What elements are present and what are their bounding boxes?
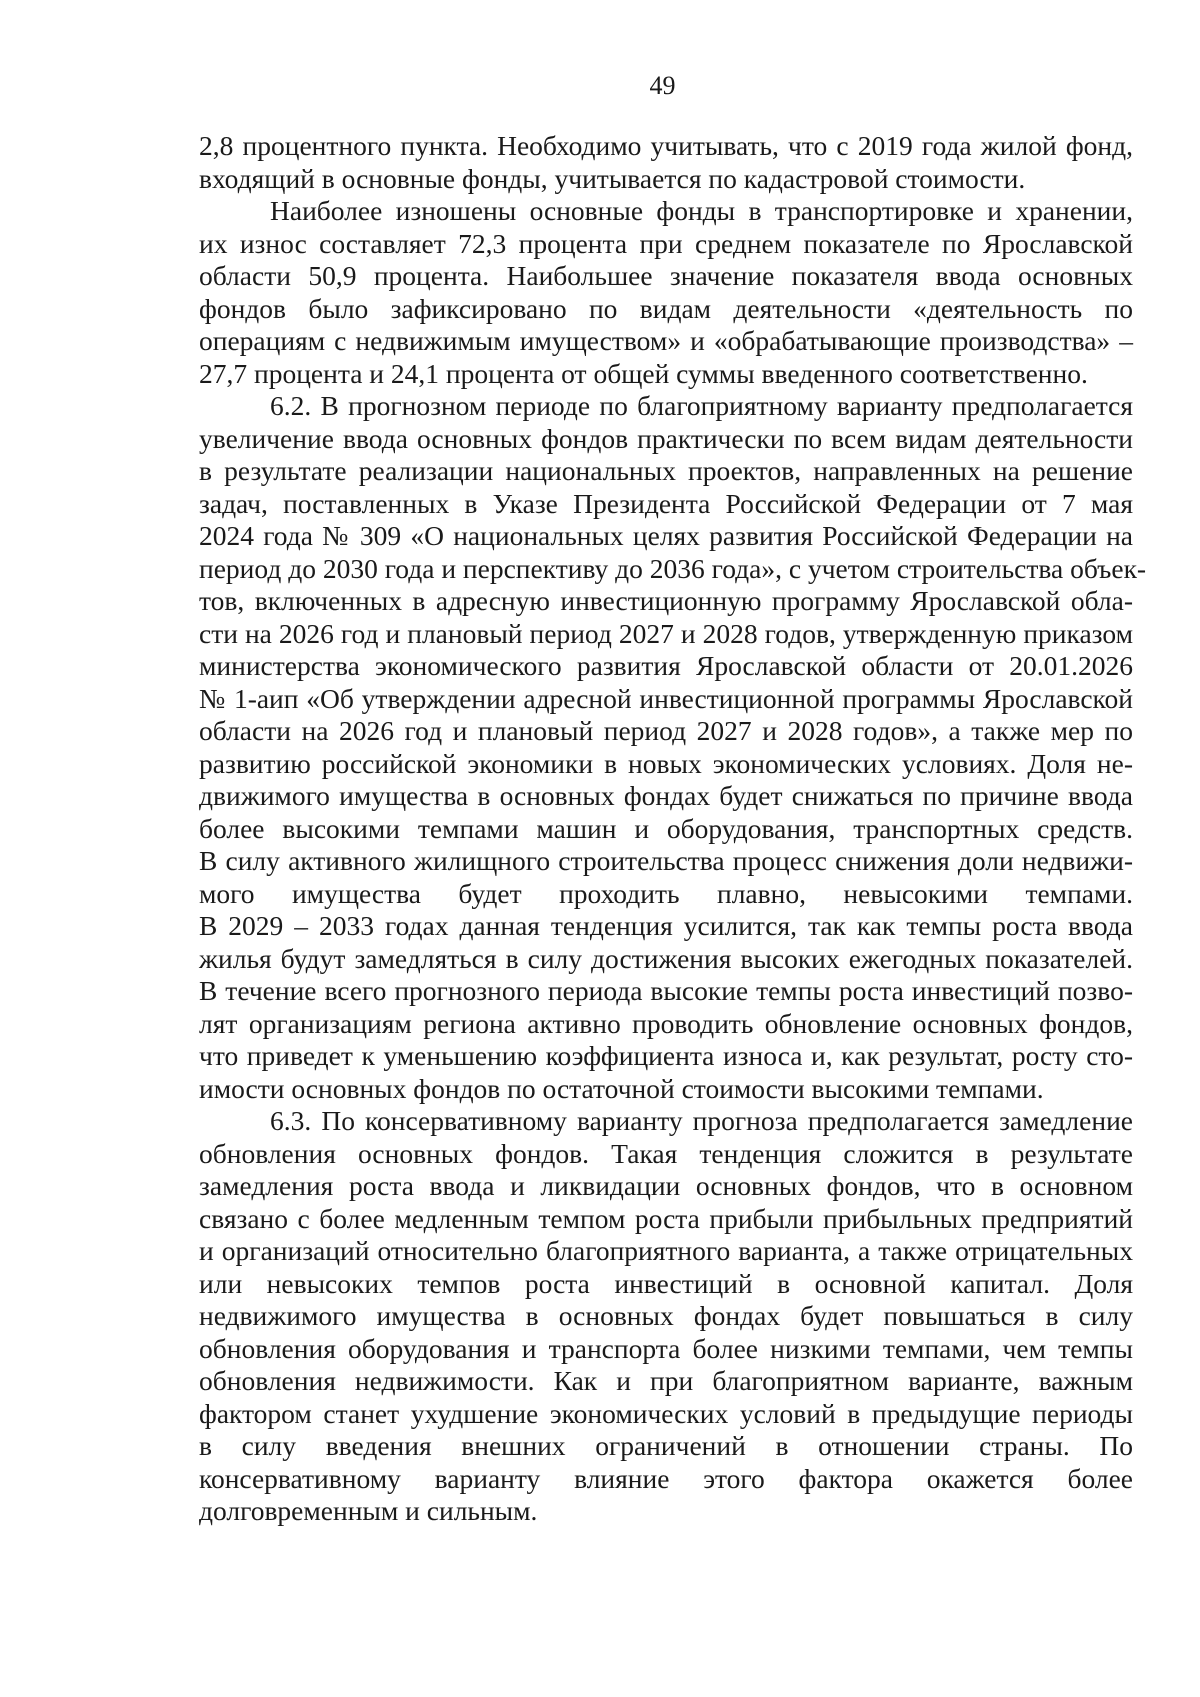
text-line: № 1-аип «Об утверждении адресной инвестиционной программы Ярославской bbox=[199, 682, 1133, 714]
text-line: 6.3. По консервативному варианту прогноза предполагается замедление bbox=[270, 1105, 1133, 1136]
paragraph bbox=[199, 195, 1133, 390]
text-line: развитию российской экономики в новых экономических условиях. Доля не- bbox=[199, 747, 1133, 779]
text-line: что приведет к уменьшению коэффициента износа и, как результат, росту сто- bbox=[199, 1040, 1133, 1071]
text-line: задач, поставленных в Указе Президента Российской Федерации от 7 мая bbox=[199, 487, 1133, 519]
text-line: министерства экономического развития Ярославской области от 20.01.2026 bbox=[199, 650, 1133, 681]
text-line: лят организациям региона активно проводить обновление основных фондов, bbox=[199, 1007, 1133, 1039]
text-line: мого имущества будет проходить плавно, невысокими темпами. bbox=[199, 877, 1133, 909]
text-line: операциям с недвижимым имуществом» и «обрабатывающие производства» – bbox=[199, 325, 1133, 356]
text-line: в результате реализации национальных проектов, направленных на решение bbox=[199, 455, 1133, 486]
text-line: в силу введения внешних ограничений в отношении страны. По bbox=[199, 1430, 1133, 1461]
text-line: связано с более медленным темпом роста прибыли прибыльных предприятий bbox=[199, 1202, 1133, 1234]
text-line: фондов было зафиксировано по видам деятельности «деятельность по bbox=[199, 292, 1133, 324]
text-line: 27,7 процента и 24,1 процента от общей суммы введенного соответственно. bbox=[199, 357, 1088, 389]
text-line: 2024 года № 309 «О национальных целях развития Российской Федерации на bbox=[199, 520, 1133, 551]
text-line: 6.2. В прогнозном периоде по благоприятному варианту предполагается bbox=[270, 390, 1133, 421]
text-line: замедления роста ввода и ликвидации основных фондов, что в основном bbox=[199, 1170, 1133, 1201]
text-line: области 50,9 процента. Наибольшее значение показателя ввода основных bbox=[199, 260, 1133, 291]
text-line: недвижимого имущества в основных фондах будет повышаться в силу bbox=[199, 1300, 1133, 1331]
text-line: 2,8 процентного пункта. Необходимо учитывать, что с 2019 года жилой фонд, bbox=[199, 130, 1133, 161]
text-line: период до 2030 года и перспективу до 2036 года», с учетом строительства объек- bbox=[199, 552, 1147, 584]
paragraph bbox=[199, 130, 1133, 195]
document-body bbox=[199, 130, 1147, 1528]
text-line: фактором станет ухудшение экономических условий в предыдущие периоды bbox=[199, 1397, 1133, 1429]
text-line: обновления недвижимости. Как и при благоприятном варианте, важным bbox=[199, 1365, 1133, 1396]
text-line: и организаций относительно благоприятного варианта, а также отрицательных bbox=[199, 1235, 1133, 1266]
text-line: В 2029 – 2033 годах данная тенденция усилится, так как темпы роста ввода bbox=[199, 910, 1133, 941]
text-line: В течение всего прогнозного периода высокие темпы роста инвестиций позво- bbox=[199, 975, 1133, 1006]
text-line: входящий в основные фонды, учитывается по кадастровой стоимости. bbox=[199, 162, 1026, 194]
text-line: жилья будут замедляться в силу достижения высоких ежегодных показателей. bbox=[199, 942, 1133, 974]
text-line: тов, включенных в адресную инвестиционную программу Ярославской обла- bbox=[199, 585, 1133, 616]
text-line: консервативному варианту влияние этого фактора окажется более bbox=[199, 1462, 1133, 1494]
text-line: их износ составляет 72,3 процента при среднем показателе по Ярославской bbox=[199, 227, 1133, 259]
text-line: обновления оборудования и транспорта более низкими темпами, чем темпы bbox=[199, 1332, 1133, 1364]
text-line: области на 2026 год и плановый период 2027 и 2028 годов», а также мер по bbox=[199, 715, 1133, 746]
paragraph bbox=[199, 1105, 1133, 1528]
paragraph bbox=[199, 390, 1147, 1105]
text-line: увеличение ввода основных фондов практически по всем видам деятельности bbox=[199, 422, 1133, 454]
text-line: движимого имущества в основных фондах будет снижаться по причине ввода bbox=[199, 780, 1133, 811]
text-line: сти на 2026 год и плановый период 2027 и 2028 годов, утвержденную приказом bbox=[199, 617, 1133, 649]
text-line: имости основных фондов по остаточной стоимости высокими темпами. bbox=[199, 1072, 1044, 1104]
text-line: обновления основных фондов. Такая тенденция сложится в результате bbox=[199, 1137, 1133, 1169]
text-line: или невысоких темпов роста инвестиций в основной капитал. Доля bbox=[199, 1267, 1133, 1299]
text-line: долговременным и сильным. bbox=[199, 1495, 538, 1526]
text-line: более высокими темпами машин и оборудования, транспортных средств. bbox=[199, 812, 1133, 844]
page-number: 49 bbox=[649, 71, 676, 100]
text-line: В силу активного жилищного строительства процесс снижения доли недвижи- bbox=[199, 845, 1133, 876]
text-line: Наиболее изношены основные фонды в транспортировке и хранении, bbox=[270, 195, 1133, 226]
